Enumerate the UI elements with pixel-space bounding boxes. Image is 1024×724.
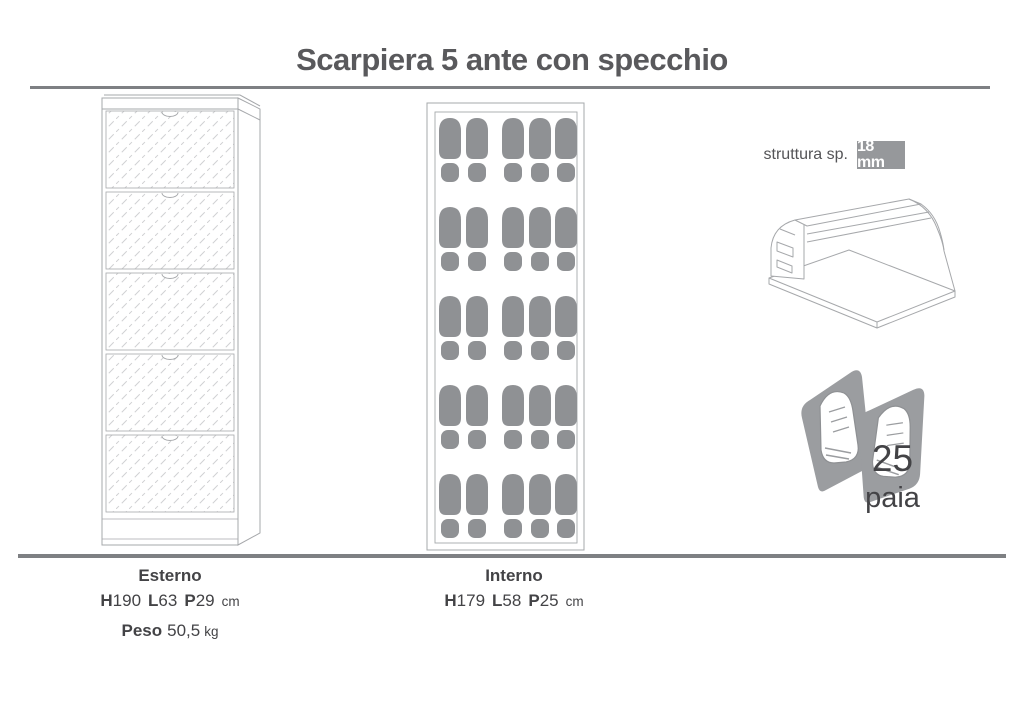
dim-unit: cm — [565, 594, 584, 609]
dim-key: H — [100, 591, 113, 610]
internal-dimensions-block — [404, 566, 624, 613]
footprint — [439, 207, 461, 271]
footprint — [555, 385, 577, 449]
interno-dimensions — [404, 591, 624, 611]
dim-key: L — [492, 591, 503, 610]
dim-value: 63 — [158, 591, 178, 610]
footprint — [555, 207, 577, 271]
title-divider — [30, 86, 990, 89]
structure-thickness-spec — [763, 137, 905, 171]
footprint — [466, 118, 488, 182]
dim-value: 179 — [456, 591, 486, 610]
dim-value: 29 — [195, 591, 215, 610]
footprint — [502, 296, 524, 360]
footprint — [529, 385, 551, 449]
dim-key: P — [184, 591, 196, 610]
mirror-door — [106, 192, 234, 269]
thickness-badge — [857, 137, 905, 171]
dim-key: H — [444, 591, 457, 610]
footprint — [555, 296, 577, 360]
footprint — [529, 474, 551, 538]
dim-value: 190 — [112, 591, 142, 610]
footprint — [529, 207, 551, 271]
footprint — [502, 474, 524, 538]
esterno-dimensions — [60, 591, 280, 611]
mirror-door — [106, 111, 234, 188]
weight-value: 50,5 — [167, 621, 201, 640]
capacity-unit: paia — [865, 482, 920, 514]
page-title: Scarpiera 5 ante con specchio — [296, 42, 728, 77]
capacity-number: 25 — [871, 438, 914, 479]
dim-key: P — [528, 591, 540, 610]
closed-cabinet-drawing — [90, 93, 265, 558]
open-compartment-3d-drawing — [757, 198, 967, 333]
open-cabinet-drawing — [425, 102, 585, 552]
weight-label: Peso — [121, 621, 163, 640]
footprint — [555, 118, 577, 182]
footprint — [502, 385, 524, 449]
footprint — [439, 474, 461, 538]
weight-line — [60, 621, 280, 641]
mirror-door — [106, 435, 234, 512]
footer-divider — [18, 554, 1006, 558]
footprint — [439, 296, 461, 360]
dim-unit: cm — [221, 594, 240, 609]
footprint — [502, 118, 524, 182]
footprint — [439, 385, 461, 449]
structure-spec-label: struttura sp. — [763, 146, 848, 163]
capacity-note — [845, 440, 940, 513]
footprint — [502, 207, 524, 271]
footprint — [466, 385, 488, 449]
interno-heading: Interno — [485, 566, 543, 585]
mirror-door — [106, 273, 234, 350]
mirror-door — [106, 354, 234, 431]
footprint — [529, 118, 551, 182]
weight-unit: kg — [204, 624, 219, 639]
footprint — [466, 207, 488, 271]
dim-key: L — [148, 591, 159, 610]
footprint — [555, 474, 577, 538]
footprint — [529, 296, 551, 360]
dim-value: 25 — [539, 591, 559, 610]
footprint — [466, 474, 488, 538]
footprint — [439, 118, 461, 182]
thickness-value: 18 mm — [857, 137, 885, 171]
footprint — [466, 296, 488, 360]
dim-value: 58 — [502, 591, 522, 610]
esterno-heading: Esterno — [138, 566, 202, 585]
external-dimensions-block — [60, 566, 280, 643]
